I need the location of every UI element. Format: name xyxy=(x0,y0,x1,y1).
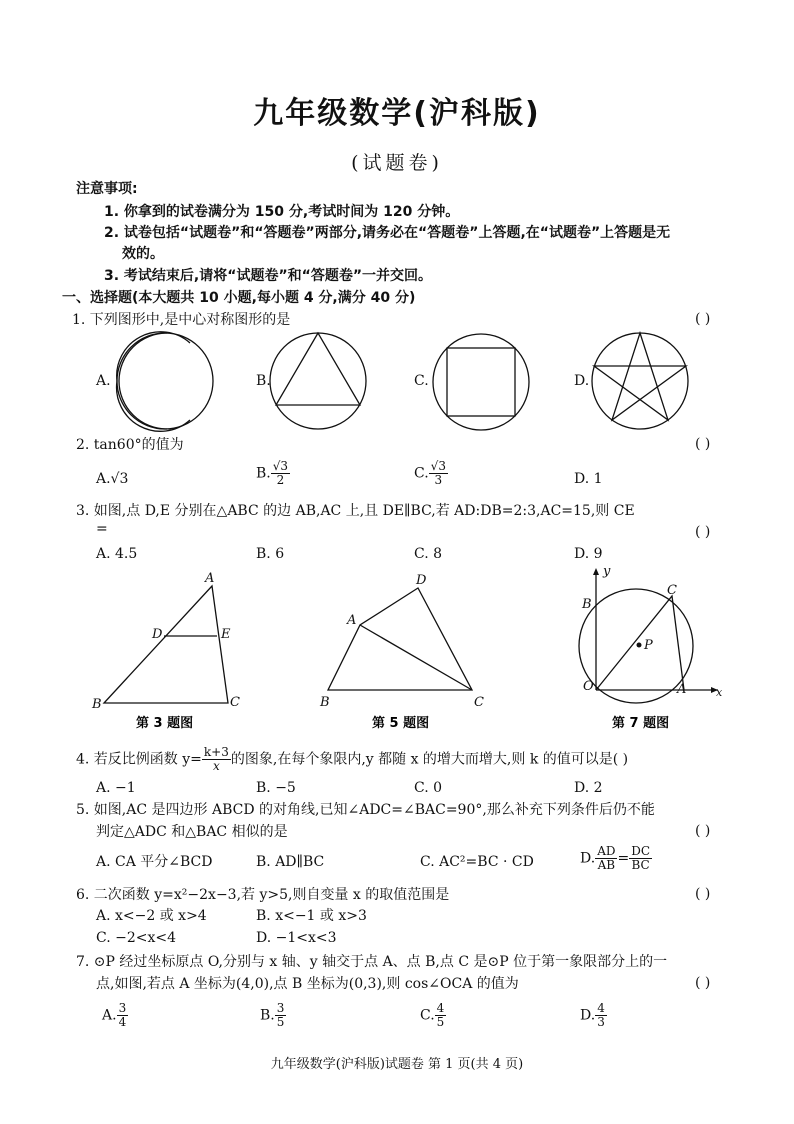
q1-option-c: C. xyxy=(414,373,429,389)
q5-d-eq: = xyxy=(617,850,630,867)
question-2-stem: 2. tan60°的值为 xyxy=(76,437,184,453)
question-4-stem xyxy=(76,746,628,773)
fig7-label-o: O xyxy=(583,679,594,694)
answer-paren-7: ( ) xyxy=(695,975,711,991)
q4-den: x xyxy=(213,759,220,773)
page-title: 九年级数学(沪科版) xyxy=(253,96,541,131)
fig3-label-a: A xyxy=(205,571,215,586)
q4-num: k+3 xyxy=(203,745,229,759)
q4-post: 的图象,在每个象限内,y 都随 x 的增大而增大,则 k 的值可以是( ) xyxy=(230,751,629,768)
answer-paren-6: ( ) xyxy=(695,886,711,902)
figure-3 xyxy=(104,586,228,703)
q7-option-c xyxy=(420,1002,446,1029)
fig5-label-a: A xyxy=(347,613,357,628)
fig3-label-e: E xyxy=(221,627,231,642)
q6-option-a: A. x<−2 或 x>4 xyxy=(96,908,207,924)
fig3-label-c: C xyxy=(230,695,240,710)
fig5-label-c: C xyxy=(474,695,484,710)
fig7-label-b: B xyxy=(582,597,592,612)
question-3-stem-cont: = xyxy=(96,521,108,537)
question-6-stem: 6. 二次函数 y=x²−2x−3,若 y>5,则自变量 x 的取值范围是 xyxy=(76,887,450,903)
fig7-caption: 第 7 题图 xyxy=(612,716,670,731)
fig3-caption: 第 3 题图 xyxy=(136,716,194,731)
q7-d-den: 3 xyxy=(597,1015,605,1029)
q6-option-c: C. −2<x<4 xyxy=(96,930,177,946)
q5-d-den2: BC xyxy=(631,858,650,872)
fig7-label-c: C xyxy=(667,583,677,598)
q4-option-b: B. −5 xyxy=(256,780,296,796)
answer-paren-5: ( ) xyxy=(695,823,711,839)
q3-option-d: D. 9 xyxy=(574,546,603,562)
q7-a-den: 4 xyxy=(118,1015,127,1029)
page-subtitle: (试题卷) xyxy=(351,152,443,174)
q7-option-a xyxy=(102,1002,128,1029)
q7-d-label: D. xyxy=(580,1007,596,1024)
fig3-label-b: B xyxy=(92,697,102,712)
question-3-stem: 3. 如图,点 D,E 分别在△ABC 的边 AB,AC 上,且 DE∥BC,若 AD:DB=2:3,AC=15,则 CE xyxy=(76,503,635,519)
fig7-label-x: x xyxy=(716,686,723,699)
q5-option-a: A. CA 平分∠BCD xyxy=(96,854,213,870)
question-5-stem-cont: 判定△ADC 和△BAC 相似的是 xyxy=(96,824,288,840)
q7-b-label: B. xyxy=(260,1007,275,1024)
page-footer: 九年级数学(沪科版)试题卷 第 1 页(共 4 页) xyxy=(270,1057,524,1072)
answer-paren-3: ( ) xyxy=(695,524,711,540)
q2-option-d: D. 1 xyxy=(574,471,603,487)
q7-a-label: A. xyxy=(102,1007,117,1024)
notice-heading: 注意事项: xyxy=(76,181,138,197)
q2-b-den: 2 xyxy=(276,473,285,487)
q5-d-num2: DC xyxy=(631,844,651,858)
q7-option-b xyxy=(260,1002,286,1029)
q7-c-label: C. xyxy=(420,1007,435,1024)
fig7-label-p: P xyxy=(644,638,653,653)
q5-option-b: B. AD∥BC xyxy=(256,854,325,870)
q2-c-den: 3 xyxy=(434,473,443,487)
fig7-label-a: A xyxy=(677,682,687,697)
q7-b-den: 5 xyxy=(276,1015,285,1029)
q5-d-num1: AD xyxy=(597,844,616,858)
q3-option-a: A. 4.5 xyxy=(96,546,138,562)
q2-b-num: √3 xyxy=(272,459,289,473)
fig5-label-b: B xyxy=(320,695,330,710)
q2-option-a: A.√3 xyxy=(96,471,129,487)
q7-b-num: 3 xyxy=(276,1001,285,1015)
q1-option-a: A. xyxy=(96,373,111,389)
notice-item-2: 2. 试卷包括“试题卷”和“答题卷”两部分,请务必在“答题卷”上答题,在“试题卷”上答题是无 xyxy=(104,225,671,241)
notice-item-2-cont: 效的。 xyxy=(122,246,164,262)
q5-option-d xyxy=(580,845,652,872)
y-axis-arrow xyxy=(593,568,599,575)
q7-c-den: 5 xyxy=(436,1015,445,1029)
question-1-stem: 1. 下列图形中,是中心对称图形的是 xyxy=(72,312,291,328)
q4-pre: 4. 若反比例函数 y= xyxy=(76,751,202,768)
answer-paren-1: ( ) xyxy=(695,311,711,327)
q2-c-num: √3 xyxy=(430,459,446,473)
q5-d-label: D. xyxy=(580,850,596,867)
figure-5 xyxy=(328,588,472,690)
q7-option-d xyxy=(580,1002,607,1029)
question-7-stem: 7. ⊙P 经过坐标原点 O,分别与 x 轴、y 轴交于点 A、点 B,点 C 是⊙P 位于第一象限部分上的一 xyxy=(76,954,668,970)
q2-b-label: B. xyxy=(256,465,271,482)
fig5-label-d: D xyxy=(416,573,427,588)
q2-c-label: C. xyxy=(414,465,429,482)
point-p xyxy=(637,643,642,648)
question-5-stem: 5. 如图,AC 是四边形 ABCD 的对角线,已知∠ADC=∠BAC=90°,那么补充下列条件后仍不能 xyxy=(76,802,655,818)
q5-d-den1: AB xyxy=(597,858,616,872)
fig5-caption: 第 5 题图 xyxy=(372,716,430,731)
q6-option-b: B. x<−1 或 x>3 xyxy=(256,908,367,924)
q6-option-d: D. −1<x<3 xyxy=(256,930,337,946)
q4-option-a: A. −1 xyxy=(96,780,136,796)
fig3-label-d: D xyxy=(152,627,163,642)
notice-item-1: 1. 你拿到的试卷满分为 150 分,考试时间为 120 分钟。 xyxy=(104,204,460,220)
q1-option-b: B. xyxy=(256,373,271,389)
q4-option-c: C. 0 xyxy=(414,780,443,796)
q3-option-c: C. 8 xyxy=(414,546,443,562)
q4-option-d: D. 2 xyxy=(574,780,603,796)
q5-option-c: C. AC²=BC · CD xyxy=(420,854,534,870)
q1-option-d: D. xyxy=(574,373,590,389)
q7-d-num: 4 xyxy=(597,1001,605,1015)
fig7-label-y: y xyxy=(603,564,611,579)
q7-c-num: 4 xyxy=(436,1001,445,1015)
section-heading: 一、选择题(本大题共 10 小题,每小题 4 分,满分 40 分) xyxy=(62,290,416,306)
notice-item-3: 3. 考试结束后,请将“试题卷”和“答题卷”一并交回。 xyxy=(104,268,433,284)
answer-paren-2: ( ) xyxy=(695,436,711,452)
q3-option-b: B. 6 xyxy=(256,546,285,562)
question-7-stem-cont: 点,如图,若点 A 坐标为(4,0),点 B 坐标为(0,3),则 cos∠OCA 的值为 xyxy=(96,976,519,992)
q7-a-num: 3 xyxy=(118,1001,127,1015)
